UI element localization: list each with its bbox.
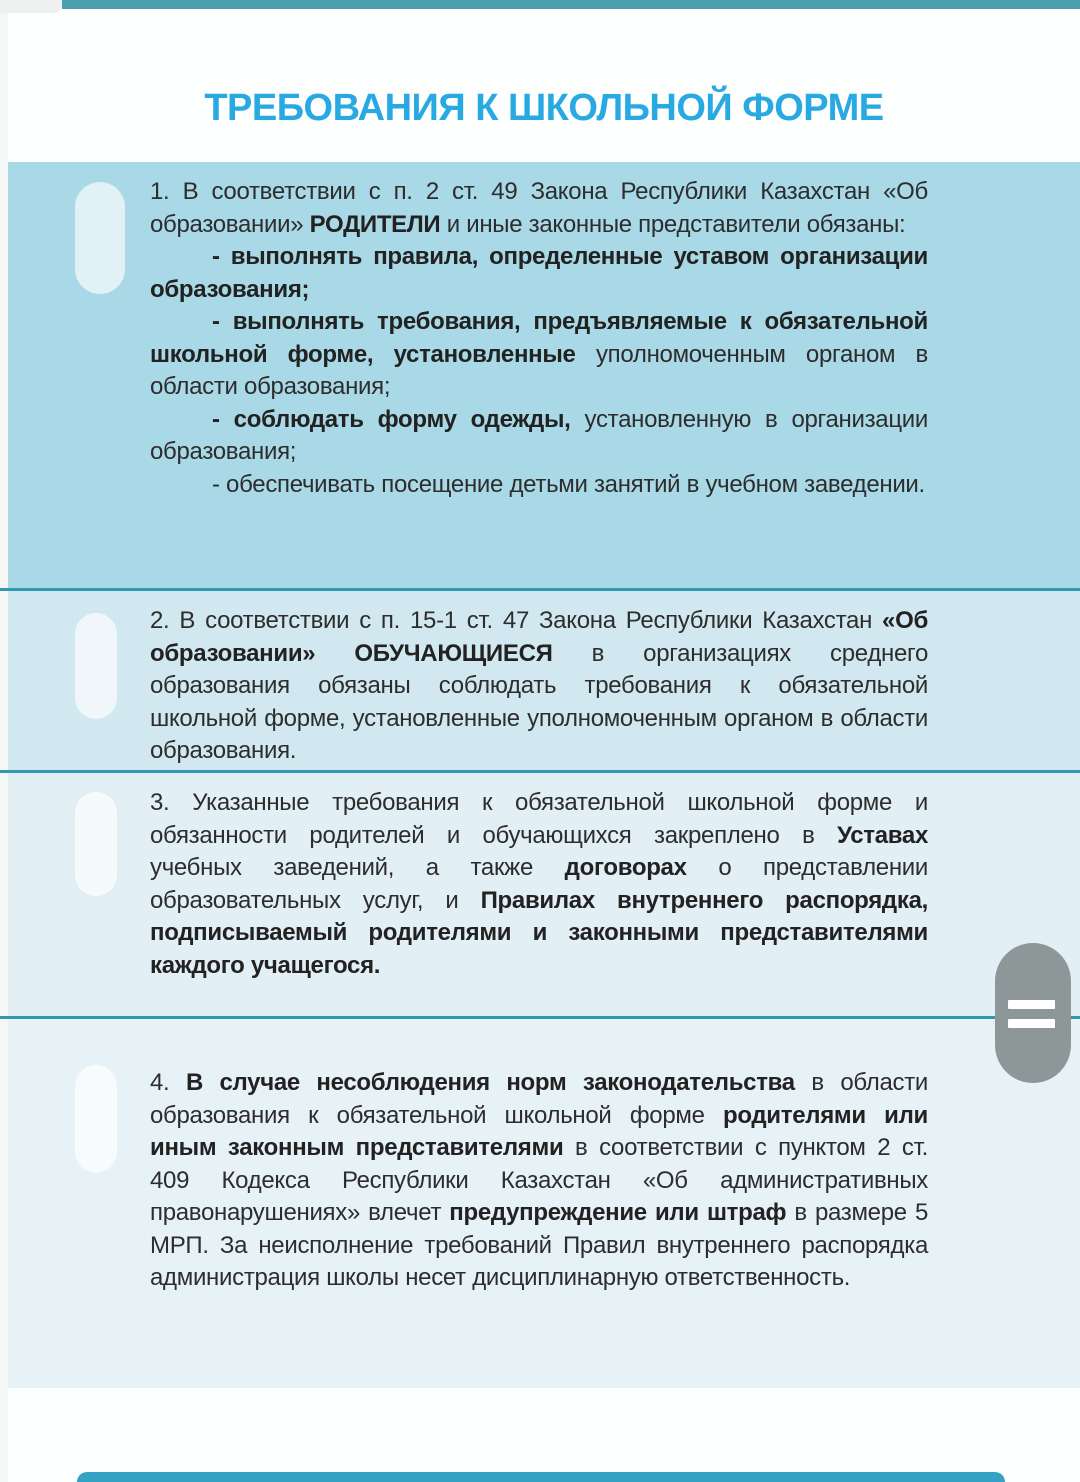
text-segment: уполномоченным органом в области образования; [150, 340, 928, 400]
page-left-margin [0, 0, 8, 1482]
text-segment-bold: В случае несоблюдения норм законодательства [185, 1069, 795, 1096]
text-segment-bold: Правилах внутреннего распорядка, подписываемый родителями и законными представителями каждого учащегося. [150, 886, 928, 979]
section-3-marker-pill [75, 792, 117, 896]
paragraph [150, 241, 928, 306]
top-accent-bar [62, 0, 1080, 9]
text-segment: в размере 5 МРП. За неисполнение требований Правил внутреннего распорядка администрация школы несет дисциплинарную ответственность. [150, 1199, 928, 1291]
paragraph [150, 1067, 928, 1295]
text-segment: в области образования к обязательной школьной форме [150, 1069, 928, 1129]
text-segment: учебных заведений, а также [150, 854, 565, 881]
section-4-text [8, 1019, 1080, 1295]
paragraph [150, 176, 928, 241]
top-left-corner-block [0, 0, 62, 13]
text-segment: 4. [150, 1069, 186, 1096]
section-1-marker-pill [75, 182, 125, 294]
text-segment-bold: договорах [564, 854, 687, 881]
section-3-text [8, 773, 1080, 982]
section-1-text [8, 162, 1080, 501]
text-segment: 1. В соответствии с п. 2 ст. 49 Закона Республики Казахстан «Об образовании» [150, 178, 928, 238]
section-2-marker-pill [75, 613, 117, 719]
text-segment: установленную в организации образования; [150, 405, 928, 465]
footer-bar [77, 1472, 1005, 1482]
text-segment-bold: - выполнять правила, определенные уставом организации образования; [150, 243, 928, 303]
paragraph [150, 787, 928, 982]
text-segment-bold: предупреждение или штраф [449, 1199, 787, 1226]
text-segment-bold: «Об образовании» ОБУЧАЮЩИЕСЯ [150, 607, 928, 667]
text-segment: в организациях среднего образования обязаны соблюдать требования к обязательной школьной форме, установленные уполномоченным органом в области образования. [150, 639, 928, 764]
section-1-parents-obligations [8, 162, 1080, 588]
section-2-text [8, 591, 1080, 768]
paragraph [150, 605, 928, 768]
text-segment: 3. Указанные требования к обязательной школьной форме и обязанности родителей и обучающихся закреплено в [150, 789, 928, 849]
section-4-marker-pill [75, 1065, 117, 1173]
section-3-charters-contracts [8, 773, 1080, 1016]
text-segment-bold: - соблюдать форму одежды, [212, 405, 571, 433]
text-segment: о представлении образовательных услуг, и [150, 854, 928, 914]
text-segment-bold: - выполнять требования, предъявляемые к обязательной школьной форме, установленные [150, 308, 928, 368]
paragraph [150, 469, 928, 502]
text-segment-bold: РОДИТЕЛИ [309, 210, 441, 238]
text-segment: в соответствии с пунктом 2 ст. 409 Кодекса Республики Казахстан «Об административных правонарушениях» влечет [150, 1134, 928, 1226]
text-segment: 2. В соответствии с п. 15-1 ст. 47 Закона Республики Казахстан [150, 607, 883, 634]
paragraph [150, 404, 928, 469]
page-title: ТРЕБОВАНИЯ К ШКОЛЬНОЙ ФОРМЕ [204, 87, 884, 130]
drag-handle[interactable] [995, 943, 1071, 1083]
text-segment: и иные законные представители обязаны: [440, 210, 906, 238]
section-2-students-obligations [8, 591, 1080, 770]
text-segment-bold: родителями или иным законным представителями [150, 1101, 929, 1161]
text-segment: - обеспечивать посещение детьми занятий в учебном заведении. [212, 470, 925, 498]
section-4-liability [8, 1019, 1080, 1388]
paragraph [150, 306, 928, 404]
text-segment-bold: Уставах [837, 821, 928, 849]
